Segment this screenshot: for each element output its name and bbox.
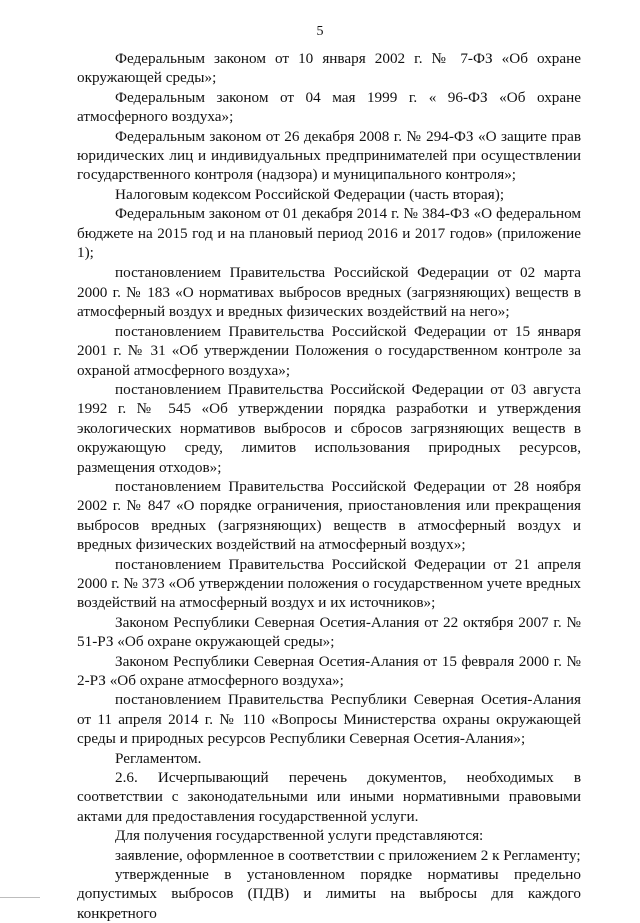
paragraph-application: заявление, оформленное в соответствии с приложением 2 к Регламенту; [115,846,581,864]
paragraph-decree-183: постановлением Правительства Российской Федерации от 02 марта 2000 г. № 183 «О нормативах выбросов вредных (загрязняющих) веществ в атмосферный воздух и вредных физических воздействий на него»; [77,264,581,321]
paragraph-law-51rz: Законом Республики Северная Осетия-Алания от 22 октября 2007 г. № 51-РЗ «Об охране окружающей среды»; [77,613,581,651]
paragraph-law-96fz: Федеральным законом от 04 мая 1999 г. « 96-ФЗ «Об охране атмосферного воздуха»; [77,88,581,126]
paragraph-decree-373: постановлением Правительства Российской Федерации от 21 апреля 2000 г. № 373 «Об утверждении положения о государственном учете вредных воздействий на атмосферный воздух и их источников»; [77,555,581,612]
paragraph-emission-standards: утвержденные в установленном порядке нормативы предельно допустимых выбросов (ПДВ) и лимиты на выбросы для каждого конкретного [77,866,581,922]
paragraph-law-2rz: Законом Республики Северная Осетия-Алания от 15 февраля 2000 г. № 2-РЗ «Об охране атмосферного воздуха»; [77,652,581,689]
page-number: 5 [316,24,324,39]
paragraph-law-294fz: Федеральным законом от 26 декабря 2008 г. № 294-ФЗ «О защите прав юридических лиц и индивидуальных предпринимателей при осуществлении государственного контроля (надзора) и муниципального контроля»; [77,127,581,184]
document-body [77,49,581,923]
paragraph-tax-code: Налоговым кодексом Российской Федерации (часть вторая); [115,185,505,203]
bottom-edge-line [0,897,40,898]
paragraph-decree-847: постановлением Правительства Российской Федерации от 28 ноября 2002 г. № 847 «О порядке ограничения, приостановления или прекращения выбросов вредных (загрязняющих) веществ в атмосферный воздух и вредных физических воздействий на атмосферный воздух»; [77,477,581,554]
paragraph-required-docs: Для получения государственной услуги представляются: [115,827,484,845]
paragraph-law-7fz: Федеральным законом от 10 января 2002 г. № 7-ФЗ «Об охране окружающей среды»; [77,50,581,87]
paragraph-decree-31: постановлением Правительства Российской Федерации от 15 января 2001 г. № 31 «Об утверждении Положения о государственном контроле за охраной атмосферного воздуха»; [77,322,581,379]
paragraph-regulation: Регламентом. [115,749,202,767]
paragraph-decree-110: постановлением Правительства Республики Северная Осетия-Алания от 11 апреля 2014 г. № 110 «Вопросы Министерства охраны окружающей среды и природных ресурсов Республики Северная Осетия-Алания»; [77,691,581,748]
paragraph-section-2-6: 2.6. Исчерпывающий перечень документов, необходимых в соответствии с законодательными или иными нормативными правовыми актами для предоставления государственной услуги. [77,769,581,825]
paragraph-decree-545: постановлением Правительства Российской Федерации от 03 августа 1992 г. № 545 «Об утверждении порядка разработки и утверждения экологических нормативов выбросов и сбросов загрязняющих веществ в окружающую среду, лимитов использования природных ресурсов, размещения отходов»; [77,380,581,476]
paragraph-law-384fz: Федеральным законом от 01 декабря 2014 г. № 384-ФЗ «О федеральном бюджете на 2015 год и на плановый период 2016 и 2017 годов» (приложение 1); [77,205,581,262]
